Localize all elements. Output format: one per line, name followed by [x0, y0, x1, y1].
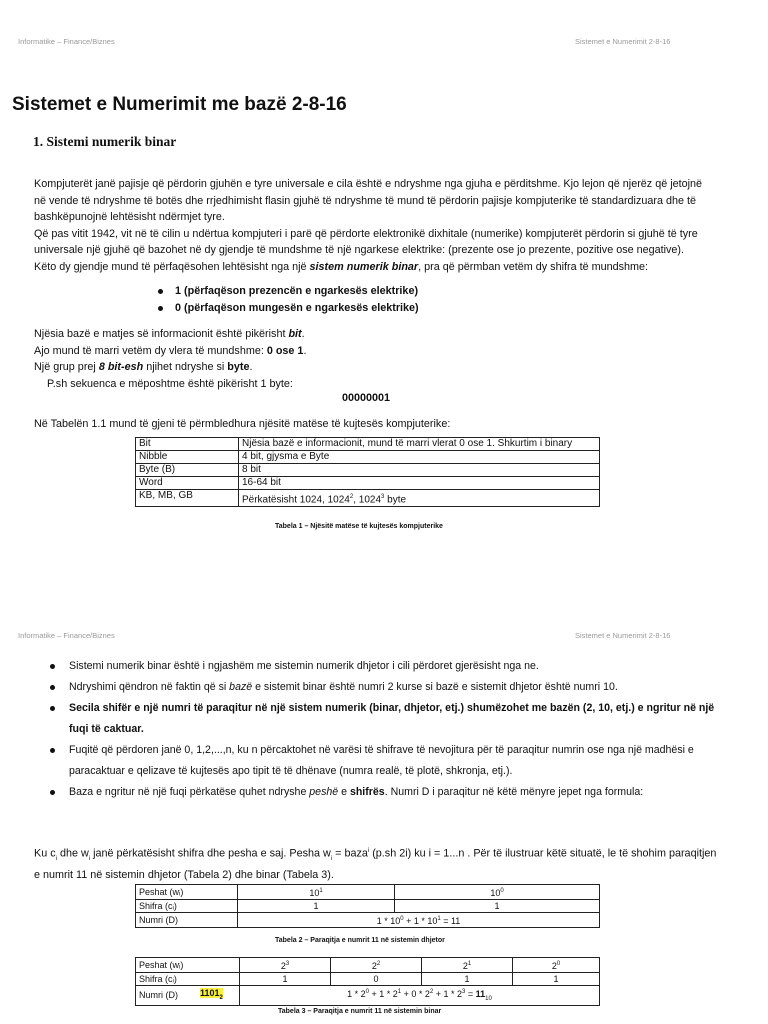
table-caption: Tabela 3 – Paraqitja e numrit 11 në sistemin binar — [278, 1008, 442, 1015]
table-cell: Shifra (cᵢ) — [136, 973, 240, 986]
bullet-list — [50, 656, 720, 803]
units-table — [135, 437, 600, 507]
table-row — [136, 986, 600, 1006]
table-caption: Tabela 2 – Paraqitja e numrit 11 në sistemin dhjetor — [275, 937, 445, 944]
table-cell: $10^1$ — [238, 885, 395, 900]
table-cell: Peshat (wᵢ) — [136, 958, 240, 973]
table-cell: Bit — [136, 438, 239, 451]
header-left: Informatike – Finance/Biznes — [18, 37, 115, 46]
list-item: Secila shifër e një numri të paraqitur në një sistem numerik (binar, dhjetor, etj.) shumëzohet me bazën (2, 10, etj.) e ngritur në një fuqi të caktuar. — [50, 698, 720, 740]
list-item: Ndryshimi qëndron në faktin që si bazë e sistemit binar është numri 2 kurse si bazë e sistemit dhjetor është numri 10. — [50, 677, 720, 698]
intro-line: bashkëpunojnë lehtësisht ndërmjet tyre. — [34, 211, 225, 223]
table-cell — [197, 986, 240, 1006]
table-cell: 16-64 bit — [239, 477, 600, 490]
header-right: Sistemet e Numerimit 2-8-16 — [575, 631, 671, 640]
text-line: Njësia bazë e matjes së informacionit është pikërisht bit. — [34, 328, 305, 340]
table-cell: 1 — [395, 900, 600, 913]
table-cell: $2^3$ — [240, 958, 331, 973]
table-cell: $2^2$ — [331, 958, 422, 973]
byte-example: 00000001 — [342, 392, 391, 404]
table-row — [136, 958, 600, 973]
text-line: e numrit 11 në sistemin dhjetor (Tabela 2) dhe binar (Tabela 3). — [34, 869, 334, 882]
binary-value-highlight: $1101_2$ — [200, 988, 223, 1001]
text-line: Ajo mund të marri vetëm dy vlera të mundshme: 0 ose 1. — [34, 344, 307, 357]
list-item: Sistemi numerik binar është i ngjashëm me sistemin numerik dhjetor i cili përdoret gjerësisht nga ne. — [50, 656, 720, 677]
intro-line: Këto dy gjendje mund të përfaqësohen lehtësisht nga një sistem numerik binar, pra që përmban vetëm dy shifra të mundshme: — [34, 260, 648, 273]
table-cell: 1 — [513, 973, 600, 986]
binary-table — [135, 957, 600, 1006]
page-title: Sistemet e Numerimit me bazë 2-8-16 — [12, 94, 347, 115]
table-cell: KB, MB, GB — [136, 490, 239, 507]
text-line: Një grup prej 8 bit-esh njihet ndryshe si byte. — [34, 361, 253, 373]
table-cell: 1 — [422, 973, 513, 986]
table-cell: 1 — [240, 973, 331, 986]
table-cell: 0 — [331, 973, 422, 986]
header-left: Informatike – Finance/Biznes — [18, 631, 115, 640]
list-item: 1 (përfaqëson prezencën e ngarkesës elektrike) — [158, 285, 418, 297]
table-cell: Byte (B) — [136, 464, 239, 477]
bullet-icon — [158, 289, 163, 294]
table-row — [136, 913, 600, 928]
list-item: 0 (përfaqëson mungesën e ngarkesës elektrike) — [158, 302, 419, 314]
table-cell: Nibble — [136, 451, 239, 464]
table-cell: Përkatësisht 1024, 1024$^2$, 1024$^3$ byte — [239, 490, 600, 507]
table-cell: Word — [136, 477, 239, 490]
table-cell: Shifra (cᵢ) — [136, 900, 238, 913]
table-cell: $1 * 10^0 + 1 * 10^1 = 11$ — [238, 913, 600, 928]
table-cell: $10^0$ — [395, 885, 600, 900]
table-cell: $1 * 2^0 + 1 * 2^1 + 0 * 2^2 + 1 * 2^3 = 11_{10}$ — [240, 986, 600, 1006]
table-cell: $2^1$ — [422, 958, 513, 973]
table-row — [136, 451, 600, 464]
table-cell: 1 — [238, 900, 395, 913]
table-row — [136, 973, 600, 986]
table-row — [136, 490, 600, 507]
table-cell: 4 bit, gjysma e Byte — [239, 451, 600, 464]
table-cell: 8 bit — [239, 464, 600, 477]
intro-line: në vende të ndryshme të botës dhe rrjedhimisht flasin gjuhë të ndryshme të mund të përdorin pajisje kompjuterike të standardizuara dhe të — [34, 194, 696, 207]
section-heading: 1. Sistemi numerik binar — [33, 134, 177, 149]
table-row — [136, 464, 600, 477]
table-cell: Numri (D) — [136, 986, 198, 1006]
table-row — [136, 438, 600, 451]
table-cell: Numri (D) — [136, 913, 238, 928]
bit-paragraph — [34, 326, 306, 392]
list-item: Baza e ngritur në një fuqi përkatëse quhet ndryshe peshë e shifrës. Numri D i paraqitur në këtë mënyre jepet nga formula: — [50, 782, 720, 803]
table-row — [136, 900, 600, 913]
decimal-table — [135, 884, 600, 928]
intro-line: universale një gjuhë që bazohet në dy gjendje të mundshme të një ngarkese elektrike: (prezente ose jo prezente, pozitive ose negative). — [34, 244, 685, 256]
table-intro: Në Tabelën 1.1 mund të gjeni të përmbledhura njësitë matëse të kujtesës kompjuterike: — [34, 418, 451, 430]
table-row — [136, 477, 600, 490]
text-line: P.sh sekuenca e mëposhtme është pikërisht 1 byte: — [47, 377, 293, 390]
weights-paragraph — [34, 843, 754, 884]
list-item: Fuqitë që përdoren janë 0, 1,2,...,n, ku n përcaktohet në varësi të shifrave të nevojitura për të paraqitur numrin ose nga një madhësi e paracaktuar e qelizave të kujtesës apo tipit të të dhënave (numra realë, të plotë, shkronja, etj.). — [50, 740, 720, 782]
table-cell: Peshat (wᵢ) — [136, 885, 238, 900]
table-caption: Tabela 1 – Njësitë matëse të kujtesës kompjuterike — [275, 523, 443, 530]
intro-line: Që pas vitit 1942, vit në të cilin u ndërtua kompjuteri i parë që përdorte elektronikë dixhitale (numerike) kompjuterët përdorin si gjuhë të tyre — [34, 227, 698, 240]
bullet-icon — [158, 306, 163, 311]
table-cell: Njësia bazë e informacionit, mund të marri vlerat 0 ose 1. Shkurtim i binary — [239, 438, 600, 451]
intro-line: Kompjuterët janë pajisje që përdorin gjuhën e tyre universale e cila është e ndryshme nga gjuha e përditshme. Kjo lejon që njerëz që jetojnë — [34, 178, 703, 190]
header-right: Sistemet e Numerimit 2-8-16 — [575, 37, 671, 46]
table-row — [136, 885, 600, 900]
table-cell: $2^0$ — [513, 958, 600, 973]
text-line: Ku $c_i$ dhe $w_i$ janë përkatësisht shifra dhe pesha e saj. Pesha $w_i$ = baza$^i$ (p.sh 2i) ku i = 1...n . Për të ilustruar këtë situatë, le të shohim paraqitjen — [34, 847, 717, 862]
intro-paragraph — [34, 176, 754, 275]
